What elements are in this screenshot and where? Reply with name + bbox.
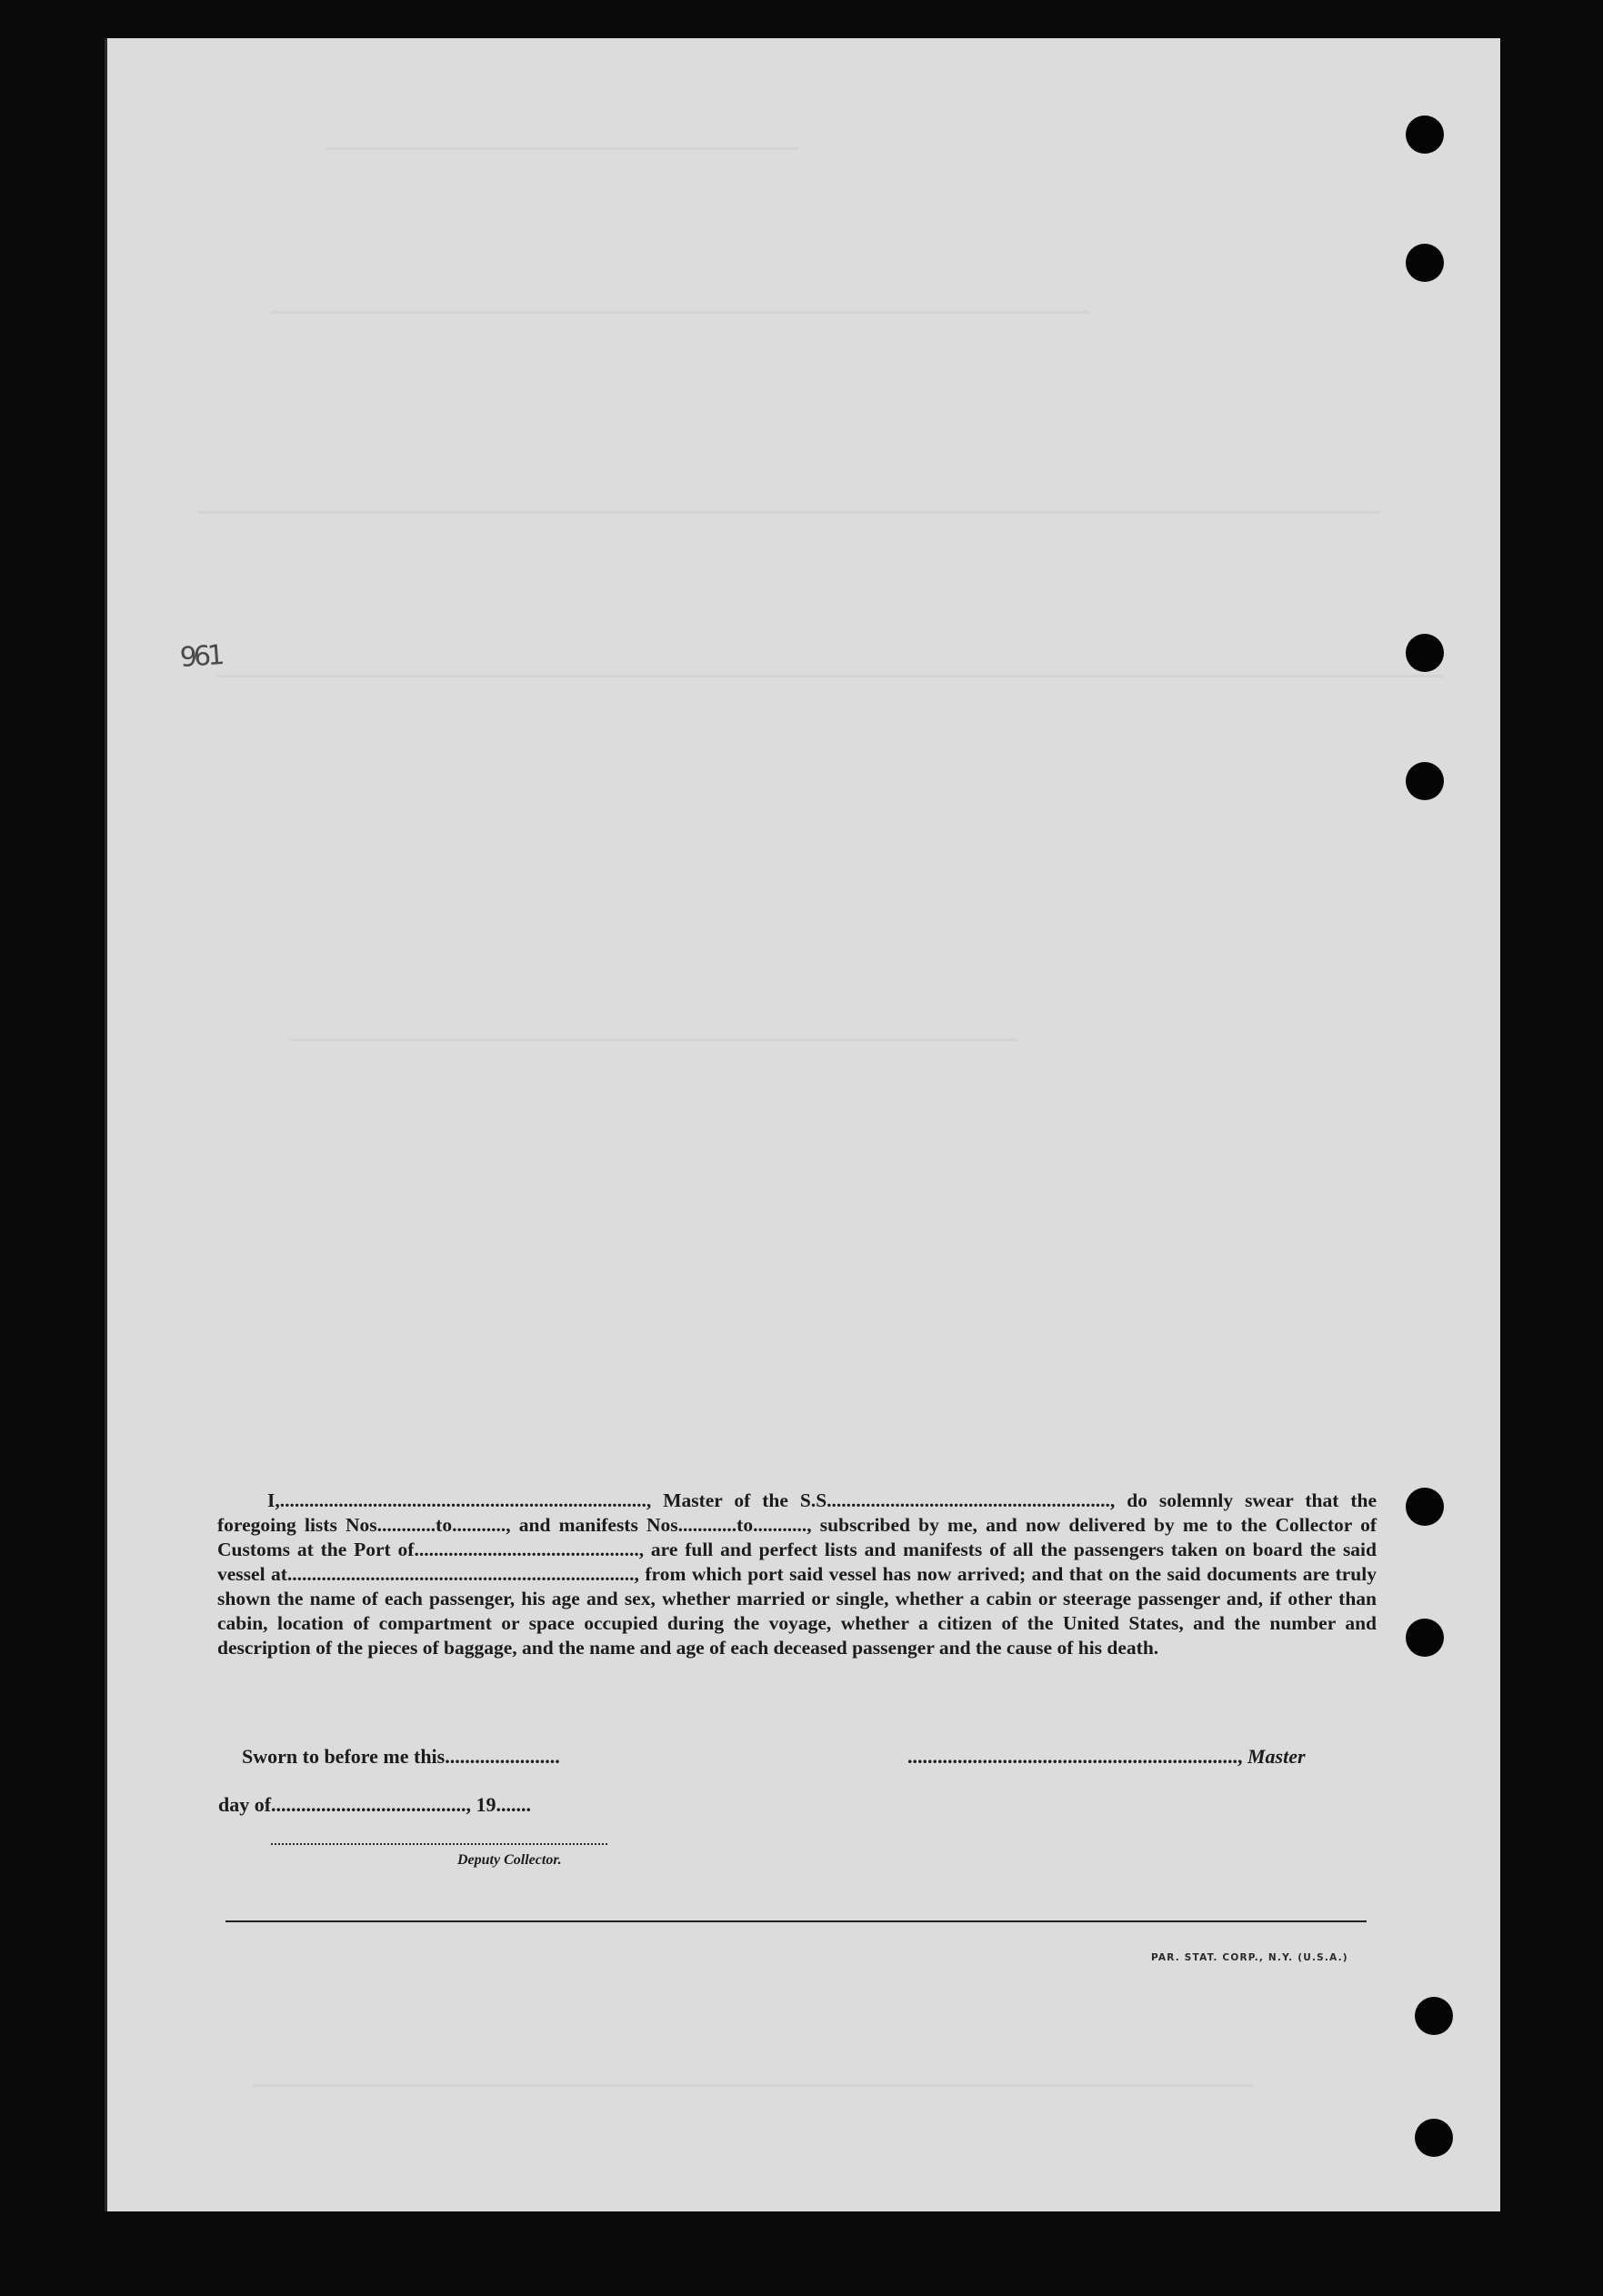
faded-text-line: [253, 2084, 1253, 2087]
punch-hole: [1406, 115, 1444, 154]
handwritten-smudge: 961: [178, 639, 223, 675]
sworn-line: Sworn to before me this.......................: [242, 1745, 560, 1768]
faded-text-line: [198, 511, 1380, 514]
punch-hole: [1415, 2119, 1453, 2157]
deputy-collector-label: Deputy Collector.: [457, 1852, 562, 1868]
punch-hole: [1406, 1619, 1444, 1657]
punch-hole: [1406, 634, 1444, 672]
oath-text: I,..........................................................................., Master of the S.S.........................................................., do solemnly swear that the foregoing lists Nos............to..........., and manifests Nos............to..........., subscribed by me, and now delivered by me to the Collector of Customs at the Port of.............................................., are full and perfect lists and manifests of all the passengers taken on board the said vessel at......................................................................., from which port said vessel has now arrived; and that on the said documents are truly shown the name of each passenger, his age and sex, whether married or single, whether a cabin or steerage passenger and, if other than cabin, location of compartment or space occupied during the voyage, whether a citizen of the United States, and the number and description of the pieces of baggage, and the name and age of each deceased passenger and the cause of his death.: [217, 1489, 1377, 1659]
faded-text-line: [216, 675, 1444, 677]
punch-hole: [1406, 244, 1444, 282]
oath-paragraph: [217, 1489, 1377, 1660]
day-line: day of......................................., 19.......: [218, 1793, 532, 1816]
master-label: Master: [1247, 1745, 1306, 1768]
master-signature-line: .................................................................., Master: [907, 1745, 1306, 1768]
master-dotted-line: ..................................................................: [907, 1745, 1237, 1768]
punch-hole: [1406, 762, 1444, 800]
document-page: [105, 38, 1500, 2211]
footer-rule: [225, 1920, 1367, 1922]
faded-text-line: [326, 147, 798, 150]
faded-text-line: [289, 1038, 1017, 1041]
printer-imprint: PAR. STAT. CORP., N.Y. (U.S.A.): [1151, 1952, 1348, 1963]
punch-hole: [1415, 1997, 1453, 2035]
faded-text-line: [271, 311, 1089, 314]
deputy-signature-line: [271, 1843, 607, 1845]
punch-hole: [1406, 1488, 1444, 1526]
